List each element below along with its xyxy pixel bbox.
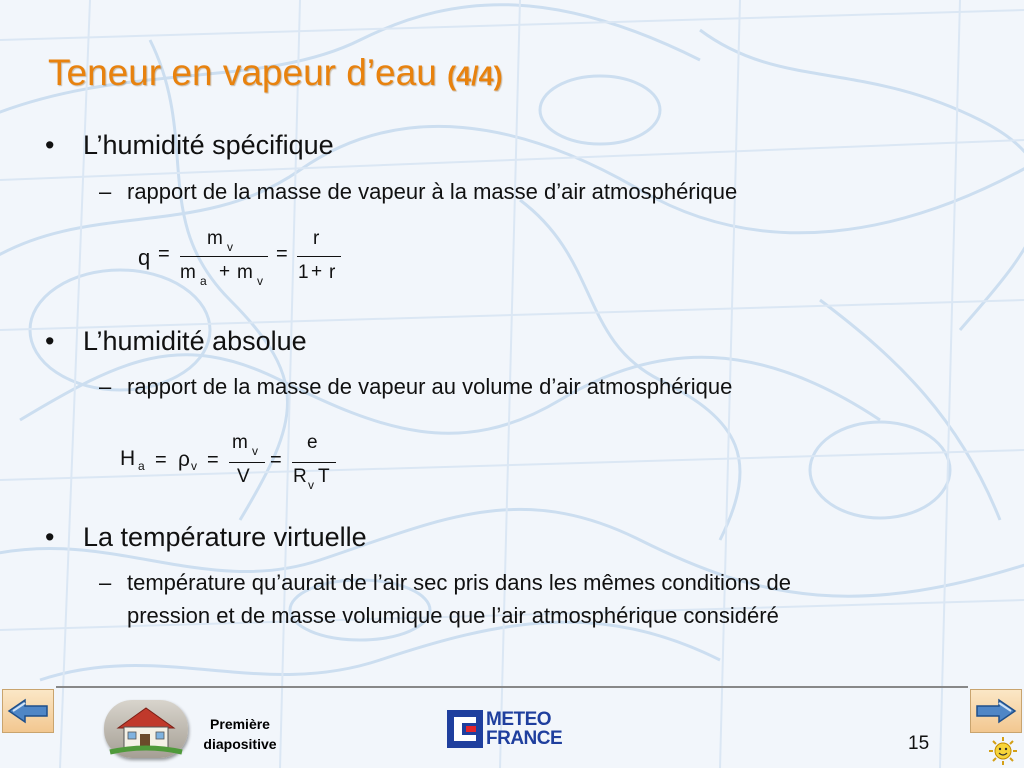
eq1-plus-2: + — [311, 261, 323, 282]
eq2-lhs-h: H — [120, 447, 136, 470]
meteo-france-logo-icon — [446, 709, 484, 749]
eq2-num-e: e — [307, 432, 318, 453]
bullet-specific-humidity — [45, 130, 334, 161]
sub-text: rapport de la masse de vapeur au volume d’air atmosphérique — [127, 374, 733, 399]
footer-divider — [56, 686, 968, 688]
eq1-den-1: 1 — [298, 262, 309, 283]
eq1-lhs: q — [138, 245, 151, 270]
smiley-sun-icon — [986, 736, 1020, 766]
eq1-den-ma: m — [180, 262, 196, 283]
first-slide-label[interactable] — [190, 714, 290, 754]
sub-dash: – — [99, 179, 112, 204]
eq1-fraction-bar-1 — [180, 256, 268, 257]
house-icon — [104, 700, 188, 758]
first-slide-label-line1: Première — [210, 716, 270, 732]
first-slide-button[interactable] — [104, 700, 188, 758]
sub-dash: – — [99, 374, 112, 399]
sub-dash: – — [99, 570, 112, 595]
eq2-den-r-sub: v — [308, 478, 314, 492]
eq2-den-t: T — [318, 466, 330, 487]
eq1-fraction-bar-2 — [297, 256, 341, 257]
eq1-plus: + — [219, 261, 231, 282]
eq1-num-m: m — [207, 228, 223, 249]
eq2-rho: ρ — [178, 448, 190, 471]
eq2-num-m: m — [232, 432, 248, 453]
bullet-dot: • — [45, 522, 55, 552]
slide-title — [48, 52, 503, 94]
sub-text: rapport de la masse de vapeur à la masse d’air atmosphérique — [127, 179, 738, 204]
eq1-num-sub: v — [227, 240, 233, 254]
eq2-equals-2: = — [207, 449, 219, 471]
eq1-num-r: r — [313, 228, 320, 249]
bullet-dot: • — [45, 130, 55, 160]
eq1-den-mv: m — [237, 262, 253, 283]
eq2-num-sub: v — [252, 444, 258, 458]
bullet-absolute-humidity — [45, 326, 307, 357]
subbullet-absolute-humidity — [99, 370, 732, 403]
previous-slide-button[interactable] — [2, 689, 54, 733]
eq1-equals-2: = — [276, 243, 288, 265]
meteo-france-logo — [446, 709, 576, 751]
eq1-equals: = — [158, 243, 170, 265]
subbullet-virtual-temperature — [99, 566, 791, 632]
eq2-den-v: V — [237, 466, 250, 487]
eq2-rho-sub: v — [191, 459, 197, 473]
bullet-dot: • — [45, 326, 55, 356]
right-arrow-icon — [971, 690, 1021, 732]
eq2-fraction-bar-1 — [229, 462, 265, 463]
eq1-den-mv-sub: v — [257, 274, 263, 288]
sub-text-line-2: pression et de masse volumique que l’air atmosphérique considéré — [127, 603, 779, 628]
left-arrow-icon — [3, 690, 53, 732]
eq2-equals-3: = — [270, 449, 282, 471]
eq2-den-r: R — [293, 466, 307, 487]
subbullet-specific-humidity — [99, 175, 737, 208]
eq1-den-r: r — [329, 262, 336, 283]
first-slide-label-line2: diapositive — [203, 736, 277, 752]
bullet-label: L’humidité absolue — [83, 326, 307, 356]
bullet-virtual-temperature — [45, 522, 367, 553]
eq1-den-ma-sub: a — [200, 274, 207, 288]
logo-text-line1: METEO — [486, 709, 552, 730]
next-slide-button[interactable] — [970, 689, 1022, 733]
slide-title-suffix: (4/4) — [447, 61, 503, 91]
eq2-fraction-bar-2 — [292, 462, 336, 463]
eq2-lhs-sub: a — [138, 459, 145, 473]
page-number: 15 — [908, 733, 930, 754]
eq2-equals-1: = — [155, 449, 167, 471]
bullet-label: La température virtuelle — [83, 522, 367, 552]
slide-title-text: Teneur en vapeur d’eau — [48, 52, 437, 93]
sub-text-line-1: température qu’aurait de l’air sec pris dans les mêmes conditions de — [127, 570, 791, 595]
logo-text-line2: FRANCE — [486, 728, 563, 749]
bullet-label: L’humidité spécifique — [83, 130, 334, 160]
